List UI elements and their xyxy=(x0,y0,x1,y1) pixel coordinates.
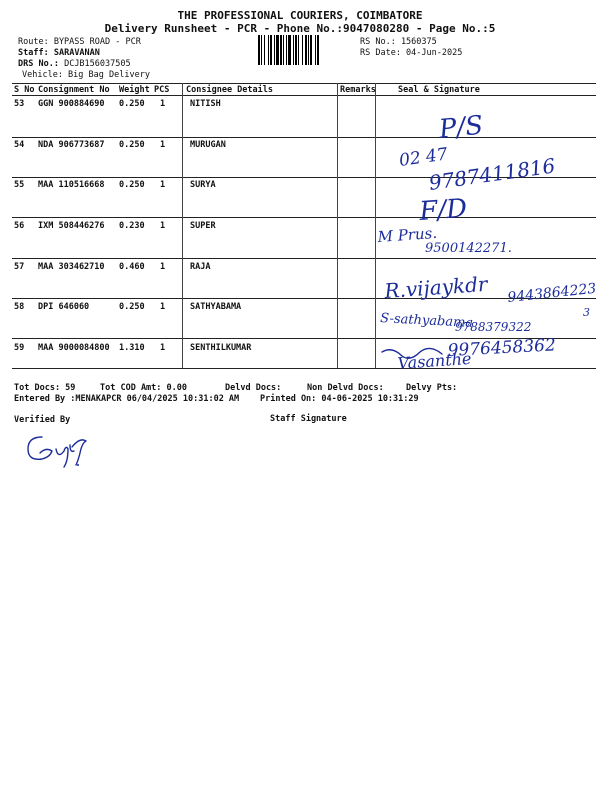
handwritten-name: R.vijaykdr xyxy=(383,271,489,303)
handwritten-phone: 9976458362 xyxy=(447,335,557,361)
cell-pcs: 1 xyxy=(160,302,166,312)
cell-consignee: SATHYABAMA xyxy=(190,302,242,312)
cell-consignment: GGN 900884690 xyxy=(38,99,105,109)
cell-pcs: 1 xyxy=(160,140,166,150)
cell-consignee: NITISH xyxy=(190,99,221,109)
cell-consignment: MAA 9000084800 xyxy=(38,343,110,353)
rs-number: RS No.: 1560375 xyxy=(360,37,437,47)
entered-by: Entered By :MENAKAPCR 06/04/2025 10:31:02 AM xyxy=(14,394,240,404)
cell-sno: 55 xyxy=(14,180,25,190)
handwritten-status-fd: F/D xyxy=(418,193,469,227)
cell-sno: 59 xyxy=(14,343,25,353)
cell-weight: 0.230 xyxy=(119,221,145,231)
handwritten-name: M Prus. xyxy=(377,223,438,246)
cell-weight: 0.250 xyxy=(119,302,145,312)
cell-sno: 58 xyxy=(14,302,25,312)
staff-value: SARAVANAN xyxy=(53,48,100,58)
total-docs: Tot Docs: 59 xyxy=(14,383,76,393)
cell-consignment: IXM 508446276 xyxy=(38,221,105,231)
route-text: Route: BYPASS ROAD - PCR xyxy=(18,37,141,47)
rs-date: RS Date: 04-Jun-2025 xyxy=(360,48,463,58)
verified-by-label: Verified By xyxy=(14,415,71,425)
cell-sno: 57 xyxy=(14,262,25,272)
cell-consignee: MURUGAN xyxy=(190,140,226,150)
cell-consignee: SURYA xyxy=(190,180,216,190)
col-header-signature: Seal & Signature xyxy=(398,85,480,95)
drs-value: DCJB156037505 xyxy=(64,59,131,69)
col-header-sno: S No xyxy=(14,85,35,95)
cell-weight: 0.460 xyxy=(119,262,145,272)
cell-sno: 56 xyxy=(14,221,25,231)
non-delivered-docs: Non Delvd Docs: xyxy=(307,383,384,393)
handwritten-mark: 3 xyxy=(583,306,590,319)
cell-sno: 54 xyxy=(14,140,25,150)
handwritten-phone: 9443864223 xyxy=(506,280,598,306)
col-header-pcs: PCS xyxy=(154,85,170,95)
col-header-remarks: Remarks xyxy=(340,85,376,95)
handwritten-name: Vasanthe xyxy=(396,348,472,373)
col-header-consignee: Consignee Details xyxy=(186,85,273,95)
cell-consignee: SUPER xyxy=(190,221,216,231)
staff-signature-label: Staff Signature xyxy=(270,414,347,424)
printed-on: Printed On: 04-06-2025 10:31:29 xyxy=(260,394,419,404)
cell-consignee: RAJA xyxy=(190,262,211,272)
staff-label: Staff: xyxy=(18,48,49,58)
handwritten-name: S-sathyabama xyxy=(379,311,474,331)
cell-pcs: 1 xyxy=(160,180,166,190)
cell-consignment: MAA 110516668 xyxy=(38,180,105,190)
handwritten-phone: 9500142271. xyxy=(425,241,512,256)
cell-consignee: SENTHILKUMAR xyxy=(190,343,252,353)
cell-pcs: 1 xyxy=(160,221,166,231)
handwritten-phone: 9787411816 xyxy=(427,153,557,195)
vehicle-text: Vehicle: Big Bag Delivery xyxy=(22,70,150,80)
cell-weight: 0.250 xyxy=(119,140,145,150)
col-header-weight: Weight xyxy=(119,85,150,95)
delivered-docs: Delvd Docs: xyxy=(225,383,282,393)
handwritten-code: 02 47 xyxy=(397,144,449,171)
verifier-signature xyxy=(20,425,90,470)
cell-consignment: DPI 646060 xyxy=(38,302,90,312)
cell-consignment: MAA 303462710 xyxy=(38,262,105,272)
cell-pcs: 1 xyxy=(160,262,166,272)
handwritten-status-ps: P/S xyxy=(437,110,485,145)
company-title: THE PROFESSIONAL COURIERS, COIMBATORE xyxy=(177,9,423,22)
delivery-points: Delvy Pts: xyxy=(406,383,458,393)
cell-weight: 1.310 xyxy=(119,343,145,353)
cell-weight: 0.250 xyxy=(119,180,145,190)
runsheet-title: Delivery Runsheet - PCR - Phone No.:9047080280 - Page No.:5 xyxy=(104,22,496,35)
handwritten-phone: 9788379322 xyxy=(455,320,532,334)
total-cod: Tot COD Amt: 0.00 xyxy=(100,383,187,393)
drs-label: DRS No.: xyxy=(18,59,59,69)
cell-sno: 53 xyxy=(14,99,25,109)
cell-weight: 0.250 xyxy=(119,99,145,109)
col-header-consignment: Consignment No xyxy=(38,85,110,95)
cell-pcs: 1 xyxy=(160,99,166,109)
cell-pcs: 1 xyxy=(160,343,166,353)
cell-consignment: NDA 906773687 xyxy=(38,140,105,150)
